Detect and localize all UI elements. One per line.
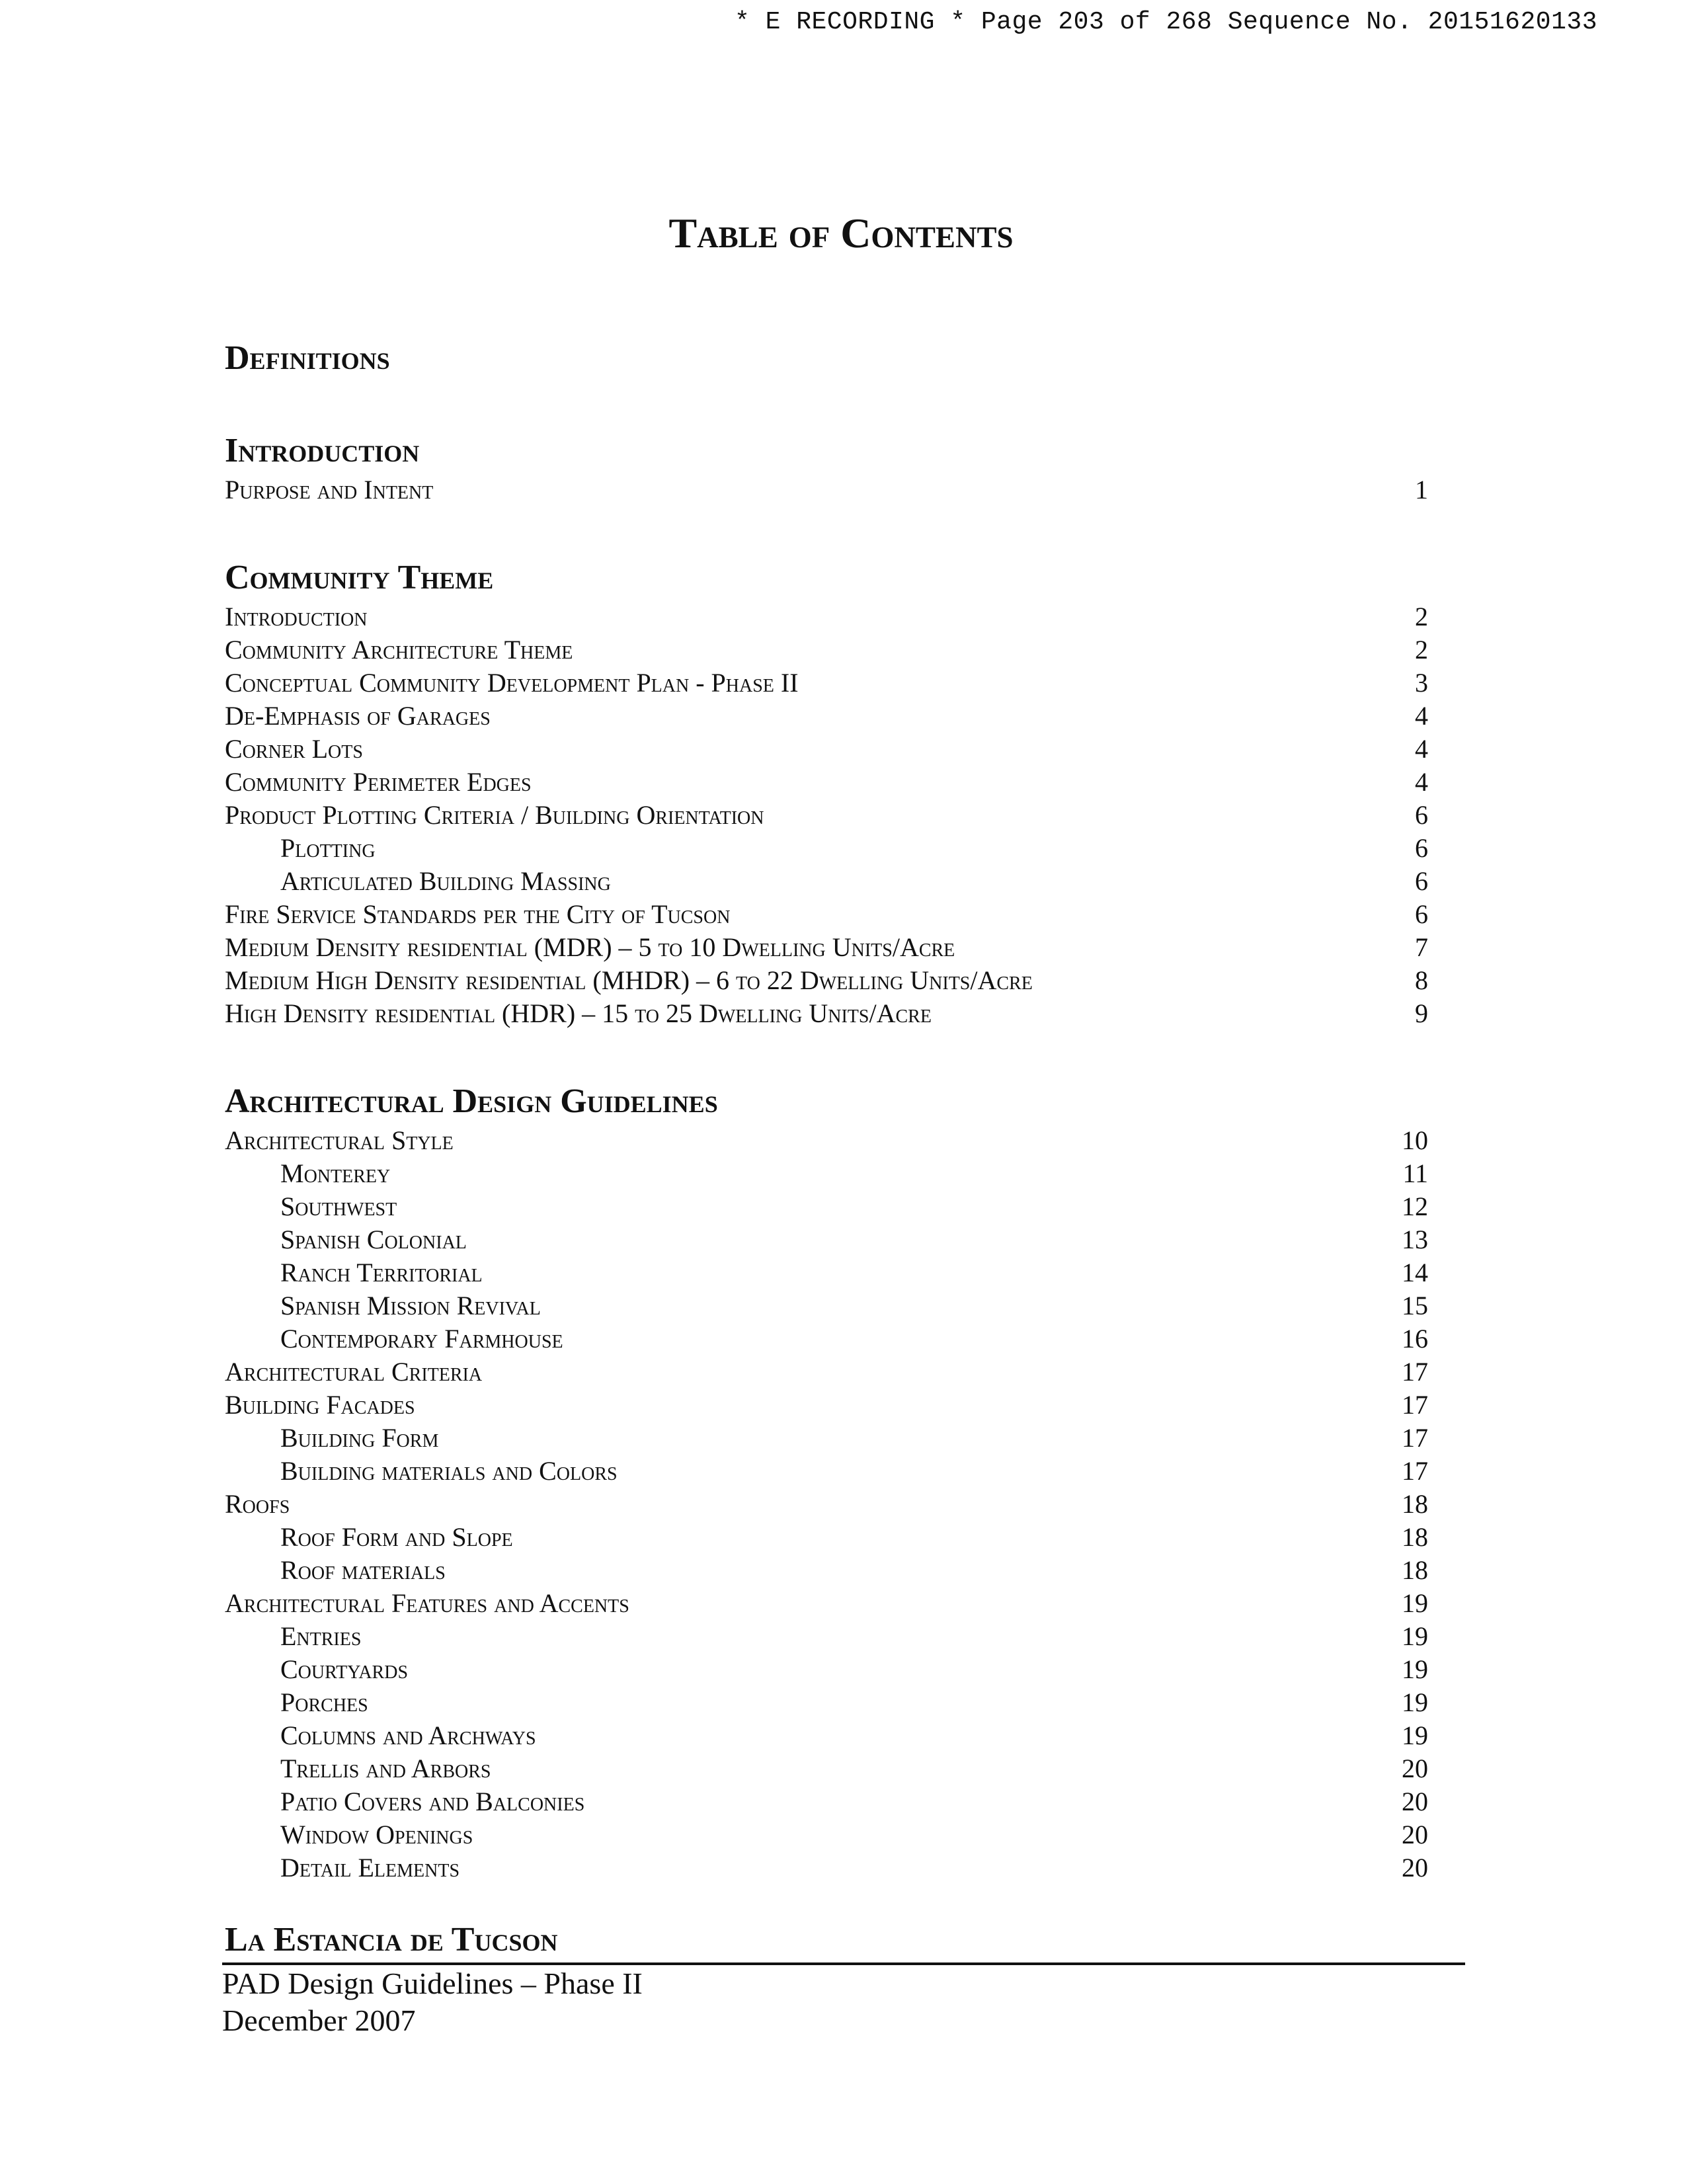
toc-entry-label: Fire Service Standards per the City of Tucson [225, 899, 731, 929]
toc-entry-page-number: 16 [1402, 1324, 1428, 1354]
toc-subentry [225, 1256, 1428, 1289]
toc-section [225, 337, 1428, 380]
toc-entry-page-number: 17 [1402, 1357, 1428, 1387]
toc-entry-page-number: 4 [1415, 701, 1428, 731]
toc-entry [225, 1355, 1428, 1389]
toc-entry [225, 733, 1428, 766]
page-footer [222, 1920, 1465, 2039]
footer-date: December 2007 [222, 2003, 416, 2037]
toc-entry-page-number: 15 [1402, 1291, 1428, 1320]
toc-entry [225, 600, 1428, 633]
toc-subentry [225, 1455, 1428, 1488]
page-title: Table of Contents [668, 210, 1014, 257]
toc-subentry [225, 1752, 1428, 1785]
toc-entry-label: High Density residential (HDR) – 15 to 25 Dwelling Units/Acre [225, 998, 932, 1028]
toc-entry-page-number: 11 [1402, 1158, 1428, 1188]
toc-entry-label: Medium Density residential (MDR) – 5 to 10 Dwelling Units/Acre [225, 932, 955, 962]
toc-subentry [225, 1422, 1428, 1455]
toc-entry-page-number: 7 [1415, 932, 1428, 962]
toc-entry-label: Purpose and Intent [225, 475, 434, 505]
recording-stamp: * E RECORDING * Page 203 of 268 Sequence No. 20151620133 [734, 8, 1597, 36]
toc-entry [225, 667, 1428, 700]
toc-subentry [225, 1686, 1428, 1719]
toc-entry-page-number: 19 [1402, 1687, 1428, 1717]
toc-section [225, 430, 1428, 506]
toc-entry [225, 964, 1428, 997]
toc-entry-label: Community Architecture Theme [225, 635, 573, 665]
toc-entry-page-number: 13 [1402, 1225, 1428, 1254]
toc-subentry [225, 1322, 1428, 1355]
toc-entry-page-number: 20 [1402, 1820, 1428, 1849]
toc-entry [225, 1587, 1428, 1620]
toc-entry-page-number: 2 [1415, 602, 1428, 631]
toc-entry-label: Architectural Features and Accents [225, 1588, 629, 1618]
toc-subentry [225, 1851, 1428, 1884]
toc-entry-label: Plotting [280, 833, 376, 863]
toc-entry-page-number: 12 [1402, 1192, 1428, 1221]
toc-entry-label: Porches [280, 1687, 368, 1717]
toc-subentry [225, 1521, 1428, 1554]
toc-entry-page-number: 20 [1402, 1787, 1428, 1816]
toc-entry-page-number: 3 [1415, 668, 1428, 698]
toc-entry [225, 1389, 1428, 1422]
toc-entry [225, 799, 1428, 832]
toc-entry-label: Architectural Style [225, 1125, 454, 1155]
toc-entry-label: Detail Elements [280, 1853, 460, 1882]
toc-entry-page-number: 1 [1415, 475, 1428, 505]
toc-entry-page-number: 18 [1402, 1489, 1428, 1519]
toc-entry-page-number: 19 [1402, 1720, 1428, 1750]
toc-entry-page-number: 6 [1415, 833, 1428, 863]
toc-entry-label: Conceptual Community Development Plan - Phase II [225, 668, 799, 698]
toc-subentry [225, 865, 1428, 898]
toc-entry-page-number: 19 [1402, 1588, 1428, 1618]
toc-section [225, 1080, 1428, 1884]
toc-entry [225, 700, 1428, 733]
toc-subentry [225, 1719, 1428, 1752]
toc-entry [225, 473, 1428, 506]
toc-entry [225, 997, 1428, 1030]
toc-entry-label: Southwest [280, 1192, 397, 1221]
toc-entry-page-number: 19 [1402, 1621, 1428, 1651]
toc-entry-page-number: 6 [1415, 899, 1428, 929]
toc-subentry [225, 1818, 1428, 1851]
toc-entry [225, 766, 1428, 799]
toc-subentry [225, 1554, 1428, 1587]
toc-entry-page-number: 9 [1415, 998, 1428, 1028]
toc-entry-label: Trellis and Arbors [280, 1754, 491, 1783]
toc-entry-label: Entries [280, 1621, 362, 1651]
toc-entry [225, 931, 1428, 964]
toc-entry-page-number: 14 [1402, 1258, 1428, 1287]
toc-section-heading: Architectural Design Guidelines [225, 1082, 718, 1120]
toc-entry-page-number: 20 [1402, 1853, 1428, 1882]
toc-entry-page-number: 4 [1415, 734, 1428, 764]
toc-entry-label: Introduction [225, 602, 368, 631]
toc-section-heading: Community Theme [225, 559, 494, 596]
toc-entry-label: Spanish Colonial [280, 1225, 467, 1254]
toc-subentry [225, 1190, 1428, 1223]
toc-entry-page-number: 17 [1402, 1423, 1428, 1453]
toc-entry-page-number: 17 [1402, 1456, 1428, 1486]
toc-entry-label: Corner Lots [225, 734, 363, 764]
toc-entry-label: Columns and Archways [280, 1720, 536, 1750]
toc-entry-label: De-Emphasis of Garages [225, 701, 491, 731]
footer-project-title: La Estancia de Tucson [225, 1921, 558, 1959]
toc-subentry [225, 1620, 1428, 1653]
toc-entry-page-number: 8 [1415, 965, 1428, 995]
toc-entry-label: Product Plotting Criteria / Building Orientation [225, 800, 764, 830]
toc-section [225, 557, 1428, 1030]
toc-entry-page-number: 18 [1402, 1522, 1428, 1552]
toc-entry-label: Architectural Criteria [225, 1357, 483, 1387]
toc-entry-label: Building Form [280, 1423, 439, 1453]
toc-entry-label: Articulated Building Massing [280, 866, 611, 896]
toc-entry-label: Roofs [225, 1489, 290, 1519]
toc-entry [225, 1488, 1428, 1521]
toc-entry-page-number: 19 [1402, 1654, 1428, 1684]
toc-entry-page-number: 18 [1402, 1555, 1428, 1585]
toc-entry-label: Patio Covers and Balconies [280, 1787, 585, 1816]
toc-subentry [225, 1289, 1428, 1322]
toc-entry-label: Contemporary Farmhouse [280, 1324, 563, 1354]
toc-subentry [225, 1157, 1428, 1190]
toc-entry-label: Window Openings [280, 1820, 473, 1849]
toc-entry [225, 898, 1428, 931]
toc-entry [225, 633, 1428, 667]
toc-entry-label: Roof Form and Slope [280, 1522, 513, 1552]
toc-entry-page-number: 2 [1415, 635, 1428, 665]
toc-entry-page-number: 6 [1415, 866, 1428, 896]
table-of-contents [225, 337, 1428, 1935]
toc-subentry [225, 1223, 1428, 1256]
toc-section-heading: Definitions [225, 339, 390, 377]
toc-entry-page-number: 17 [1402, 1390, 1428, 1420]
toc-entry [225, 1124, 1428, 1157]
toc-entry-page-number: 4 [1415, 767, 1428, 797]
toc-entry-page-number: 20 [1402, 1754, 1428, 1783]
toc-entry-label: Building materials and Colors [280, 1456, 618, 1486]
toc-entry-label: Spanish Mission Revival [280, 1291, 541, 1320]
toc-entry-label: Building Facades [225, 1390, 415, 1420]
toc-subentry [225, 1653, 1428, 1686]
toc-subentry [225, 832, 1428, 865]
toc-entry-label: Monterey [280, 1158, 391, 1188]
footer-document-name: PAD Design Guidelines – Phase II [222, 1966, 643, 2000]
toc-subentry [225, 1785, 1428, 1818]
toc-entry-page-number: 6 [1415, 800, 1428, 830]
toc-entry-label: Medium High Density residential (MHDR) – 6 to 22 Dwelling Units/Acre [225, 965, 1033, 995]
toc-section-heading: Introduction [225, 432, 420, 469]
toc-entry-label: Ranch Territorial [280, 1258, 483, 1287]
toc-entry-label: Roof materials [280, 1555, 446, 1585]
toc-entry-label: Community Perimeter Edges [225, 767, 532, 797]
toc-entry-label: Courtyards [280, 1654, 409, 1684]
toc-entry-page-number: 10 [1402, 1125, 1428, 1155]
